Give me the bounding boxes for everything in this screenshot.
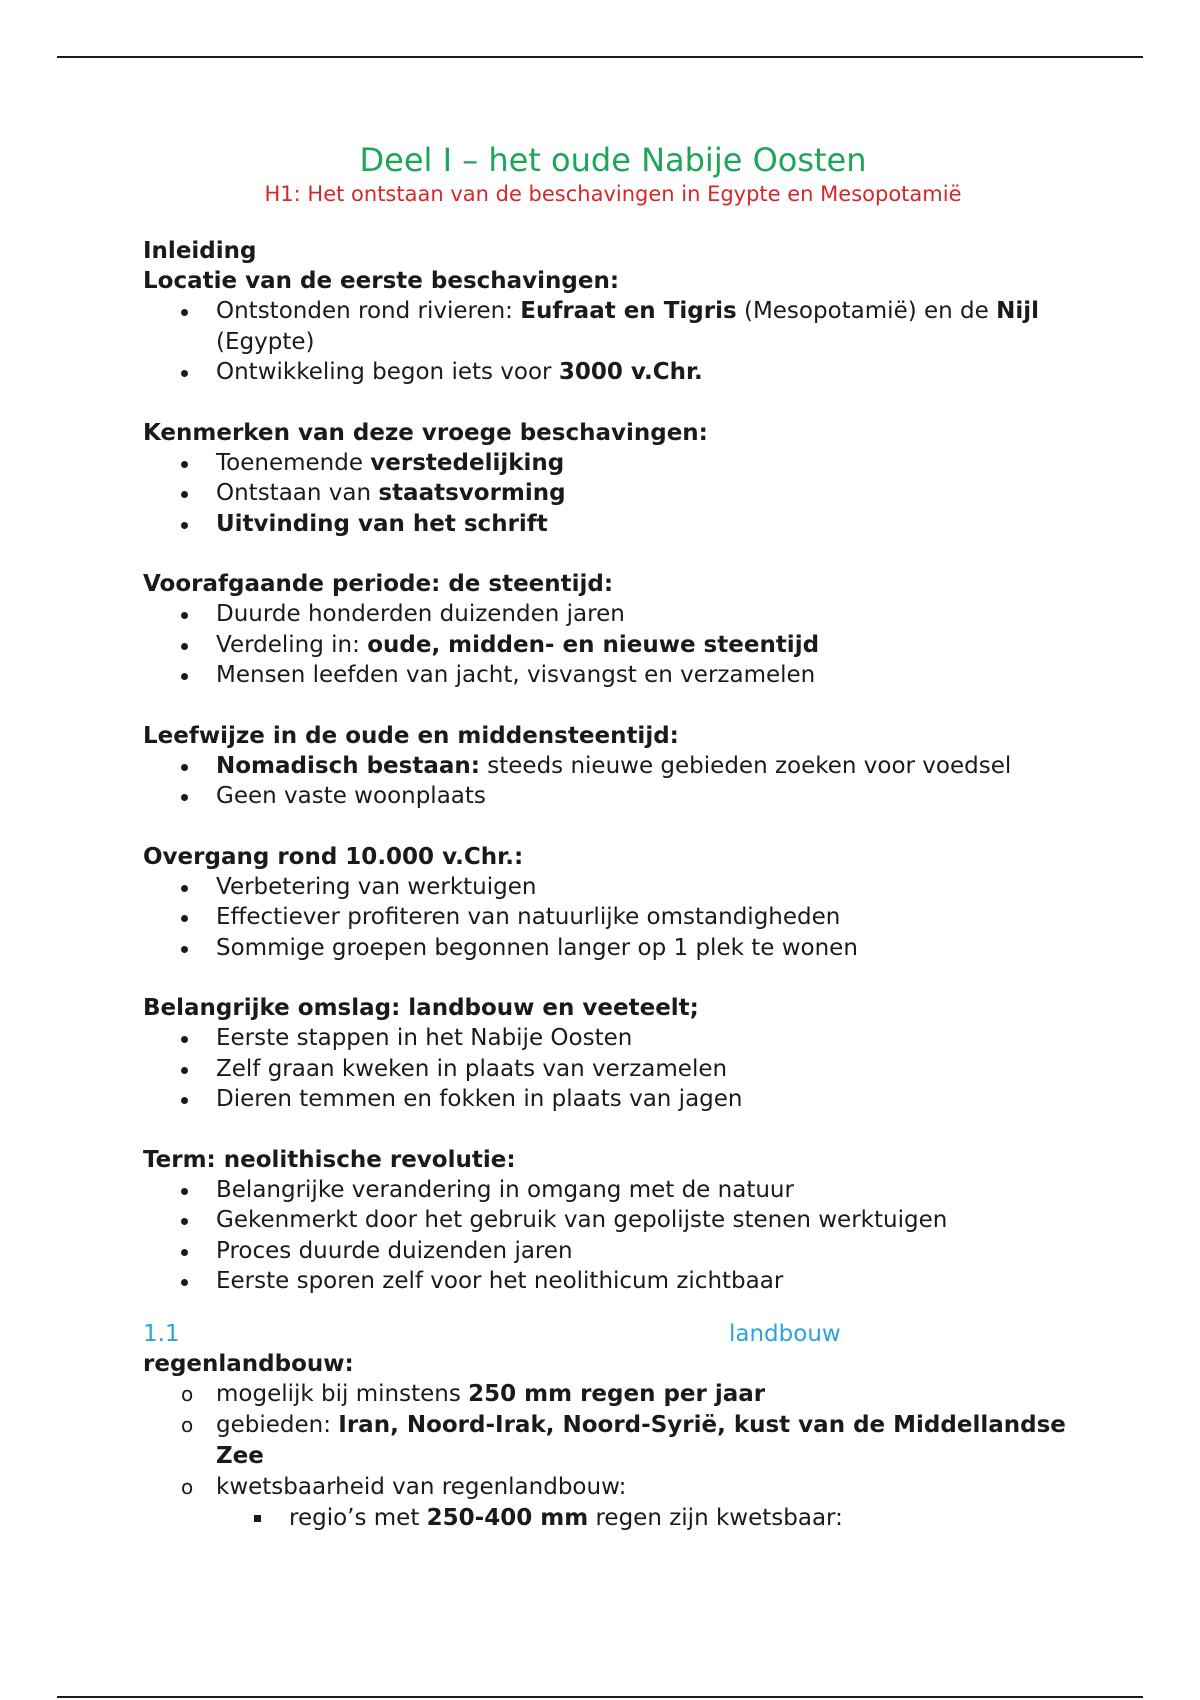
list-item bbox=[143, 902, 1083, 933]
text-run: kwetsbaarheid van regenlandbouw: bbox=[216, 1473, 627, 1500]
list-item bbox=[143, 1236, 1083, 1267]
list-item bbox=[143, 448, 1083, 479]
bold-text: staatsvorming bbox=[378, 480, 566, 506]
text-run: Effectiever profiteren van natuurlijke omstandigheden bbox=[216, 904, 841, 930]
section-heading: Locatie van de eerste beschavingen: bbox=[143, 268, 620, 294]
text-run: Duurde honderden duizenden jaren bbox=[216, 601, 625, 627]
subsection-heading bbox=[143, 1319, 1083, 1349]
section bbox=[143, 993, 1083, 1115]
text-run: Verdeling in: bbox=[216, 631, 368, 658]
bullet-list bbox=[143, 1023, 1083, 1115]
text-run: (Mesopotamië) en de bbox=[736, 298, 997, 324]
section bbox=[143, 1145, 1083, 1297]
bold-text: Nijl bbox=[996, 298, 1040, 324]
section-heading: Overgang rond 10.000 v.Chr.: bbox=[143, 843, 524, 870]
text-run: Eerste sporen zelf voor het neolithicum zichtbaar bbox=[216, 1268, 784, 1294]
document-title: Deel I – het oude Nabije Oosten bbox=[359, 141, 867, 179]
bold-text: Uitvinding van het schrift bbox=[216, 510, 548, 537]
list-item bbox=[143, 1084, 1083, 1115]
text-run: Ontstaan van bbox=[216, 480, 379, 506]
sections-container bbox=[143, 266, 1083, 1297]
text-run: regen zijn kwetsbaar: bbox=[588, 1504, 843, 1531]
section-heading: Term: neolithische revolutie: bbox=[143, 1146, 516, 1173]
text-run: Zelf graan kweken in plaats van verzamelen bbox=[216, 1055, 728, 1082]
text-run: Belangrijke verandering in omgang met de natuur bbox=[216, 1176, 794, 1203]
list-item bbox=[143, 357, 1083, 388]
footer-rule bbox=[57, 1696, 1143, 1698]
list-item bbox=[143, 751, 1083, 782]
circle-bullet-icon: o bbox=[181, 1474, 194, 1499]
text-run: Sommige groepen begonnen langer op 1 plek te wonen bbox=[216, 934, 858, 961]
list-item bbox=[143, 599, 1083, 630]
bold-text: 250-400 mm bbox=[426, 1504, 589, 1531]
list-item bbox=[143, 660, 1083, 691]
list-item bbox=[143, 630, 1083, 661]
intro-heading: Inleiding bbox=[143, 238, 257, 264]
list-item bbox=[143, 933, 1083, 964]
section bbox=[143, 842, 1083, 964]
text-run: Toenemende bbox=[216, 449, 371, 476]
list-item bbox=[143, 1205, 1083, 1236]
section bbox=[143, 721, 1083, 812]
list-item bbox=[143, 509, 1083, 540]
nested-list bbox=[216, 1503, 1083, 1534]
section bbox=[143, 569, 1083, 691]
text-run: Mensen leefden van jacht, visvangst en verzamelen bbox=[216, 662, 816, 688]
list-item bbox=[143, 781, 1083, 812]
bold-text: Iran, Noord-Irak, Noord-Syrië, kust van de Middellandse Zee bbox=[216, 1411, 1066, 1469]
text-run: Geen vaste woonplaats bbox=[216, 783, 486, 809]
bold-text: 250 mm regen per jaar bbox=[468, 1380, 766, 1407]
list-item bbox=[143, 872, 1083, 903]
section-heading: Voorafgaande periode: de steentijd: bbox=[143, 571, 614, 597]
subsection-title: landbouw bbox=[729, 1320, 841, 1347]
text-run: Eerste stappen in het Nabije Oosten bbox=[216, 1025, 633, 1051]
list-item bbox=[143, 1054, 1083, 1085]
subsection-subheading: regenlandbouw: bbox=[143, 1350, 354, 1377]
section-heading: Leefwijze in de oude en middensteentijd: bbox=[143, 722, 679, 749]
bullet-list bbox=[143, 296, 1083, 388]
section bbox=[143, 418, 1083, 540]
bold-text: 3000 v.Chr. bbox=[558, 359, 703, 385]
section-heading: Kenmerken van deze vroege beschavingen: bbox=[143, 419, 708, 446]
bold-text: Nomadisch bestaan: bbox=[216, 752, 480, 779]
nested-list-item bbox=[216, 1503, 1083, 1534]
list-item bbox=[143, 296, 1083, 357]
chapter-title: H1: Het ontstaan van de beschavingen in Egypte en Mesopotamië bbox=[264, 182, 962, 206]
bullet-list bbox=[143, 1175, 1083, 1297]
bullet-list bbox=[143, 599, 1083, 691]
text-run: (Egypte) bbox=[216, 328, 315, 355]
bold-text: verstedelijking bbox=[370, 449, 565, 476]
text-run: regio’s met bbox=[289, 1504, 427, 1531]
circle-bullet-icon: o bbox=[181, 1381, 194, 1406]
subsection-number: 1.1 bbox=[143, 1320, 180, 1347]
text-run: Gekenmerkt door het gebruik van gepolijste stenen werktuigen bbox=[216, 1207, 948, 1233]
list-item bbox=[143, 1023, 1083, 1054]
bullet-list bbox=[143, 751, 1083, 812]
list-item bbox=[143, 1266, 1083, 1297]
bullet-list bbox=[143, 448, 1083, 540]
bullet-list bbox=[143, 872, 1083, 964]
circle-bullet-icon: o bbox=[181, 1412, 194, 1437]
list-item bbox=[143, 1175, 1083, 1206]
list-item bbox=[143, 1472, 1083, 1534]
text-run: Proces duurde duizenden jaren bbox=[216, 1237, 573, 1264]
text-run: gebieden: bbox=[216, 1411, 339, 1438]
text-run: mogelijk bij minstens bbox=[216, 1380, 469, 1407]
list-item bbox=[143, 1379, 1083, 1410]
section-heading: Belangrijke omslag: landbouw en veeteelt; bbox=[143, 995, 699, 1021]
document-body bbox=[143, 140, 1083, 1534]
header-rule bbox=[57, 56, 1143, 58]
list-item bbox=[143, 1410, 1083, 1472]
text-run: Ontstonden rond rivieren: bbox=[216, 298, 521, 324]
bold-text: oude, midden- en nieuwe steentijd bbox=[367, 631, 820, 658]
subsection-list bbox=[143, 1379, 1083, 1534]
bold-text: Eufraat en Tigris bbox=[520, 298, 737, 324]
section bbox=[143, 266, 1083, 388]
list-item bbox=[143, 478, 1083, 509]
text-run: steeds nieuwe gebieden zoeken voor voedsel bbox=[479, 752, 1012, 779]
text-run: Dieren temmen en fokken in plaats van jagen bbox=[216, 1086, 743, 1112]
text-run: Ontwikkeling begon iets voor bbox=[216, 359, 559, 385]
text-run: Verbetering van werktuigen bbox=[216, 873, 537, 900]
